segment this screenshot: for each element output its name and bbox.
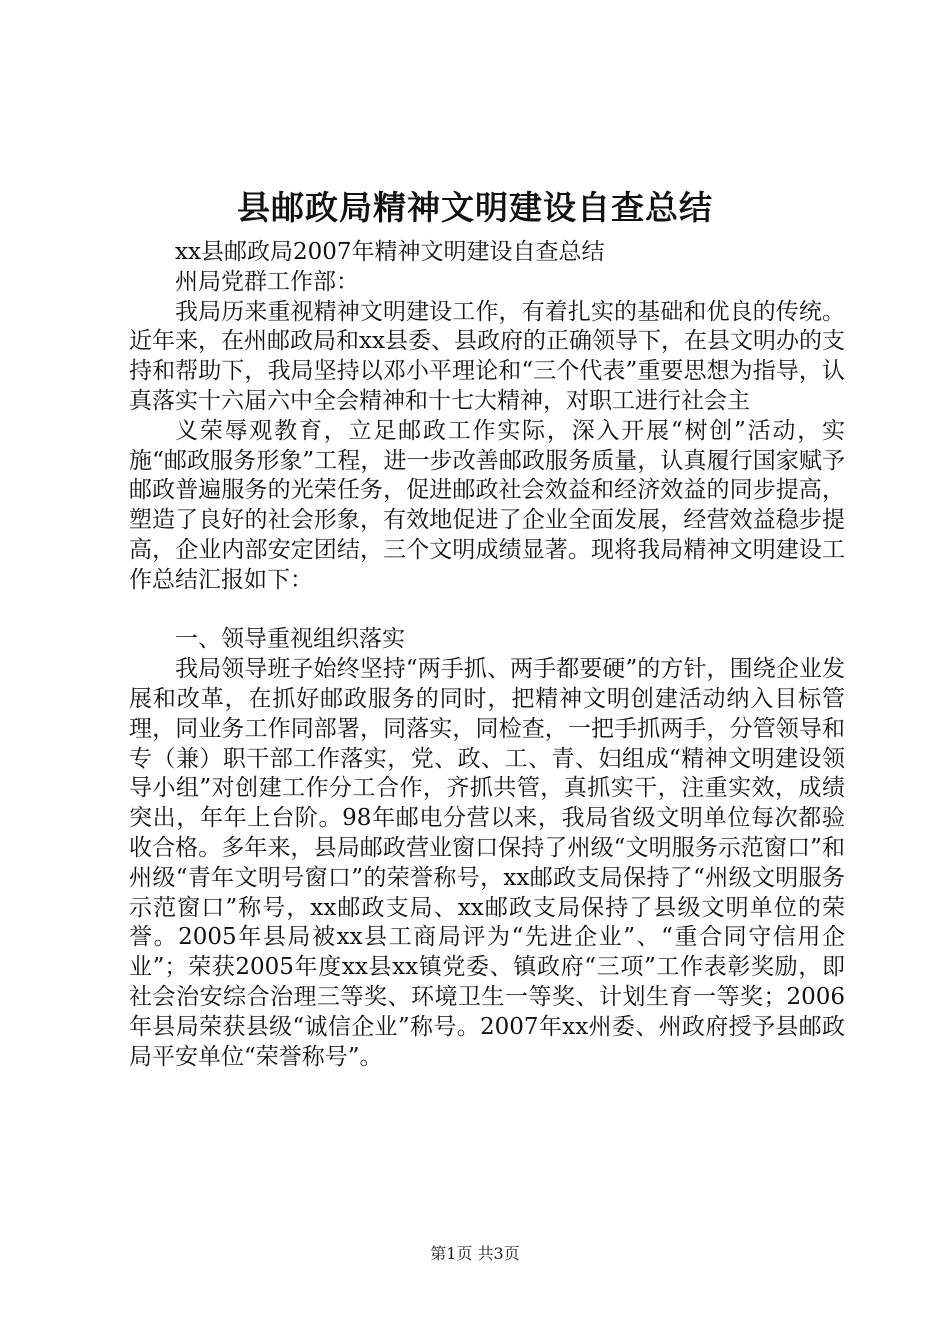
document-title: 县邮政局精神文明建设自查总结 [237,188,713,227]
overview-paragraph: 义荣辱观教育，立足邮政工作实际，深入开展“树创”活动，实施“邮政服务形象”工程，进一步改善邮政服务质量，认真履行国家赋予邮政普遍服务的光荣任务，促进邮政社会效益和经济效益的同步提高，塑造了良好的社会形象，有效地促进了企业全面发展，经营效益稳步提高，企业内部安定团结，三个文明成绩显著。现将我局精神文明建设工作总结汇报如下： [129,417,845,593]
section-heading: 一、领导重视组织落实 [175,626,405,653]
intro-paragraph: 我局历来重视精神文明建设工作，有着扎实的基础和优良的传统。近年来，在州邮政局和xx县委、县政府的正确领导下，在县文明办的支持和帮助下，我局坚持以邓小平理论和“三个代表”重要思想为指导，认真落实十六届六中全会精神和十七大精神，对职工进行社会主 [129,298,845,414]
report-subtitle-paragraph: xx县邮政局2007年精神文明建设自查总结 [175,239,605,265]
document-body [129,238,845,1072]
section-body-paragraph: 我局领导班子始终坚持“两手抓、两手都要硬”的方针，围绕企业发展和改革，在抓好邮政服务的同时，把精神文明创建活动纳入目标管理，同业务工作同部署，同落实，同检查，一把手抓两手，分管领导和专（兼）职干部工作落实，党、政、工、青、妇组成“精神文明建设领导小组”对创建工作分工合作，齐抓共管，真抓实干，注重实效，成绩突出，年年上台阶。98年邮电分营以来，我局省级文明单位每次都验收合格。多年来，县局邮政营业窗口保持了州级“文明服务示范窗口”和州级“青年文明号窗口”的荣誉称号，xx邮政支局保持了“州级文明服务示范窗口”称号，xx邮政支局、xx邮政支局保持了县级文明单位的荣誉。2005年县局被xx县工商局评为“先进企业”、“重合同守信用企业”；荣获2005年度xx县xx镇党委、镇政府“三项”工作表彰奖励，即社会治安综合治理三等奖、环境卫生一等奖、计划生育一等奖；2006年县局荣获县级“诚信企业”称号。2007年xx州委、州政府授予县邮政局平安单位“荣誉称号”。 [129,656,845,1070]
page-number-footer: 第1页 共3页 [430,1244,520,1263]
addressee-paragraph: 州局党群工作部： [175,268,359,295]
